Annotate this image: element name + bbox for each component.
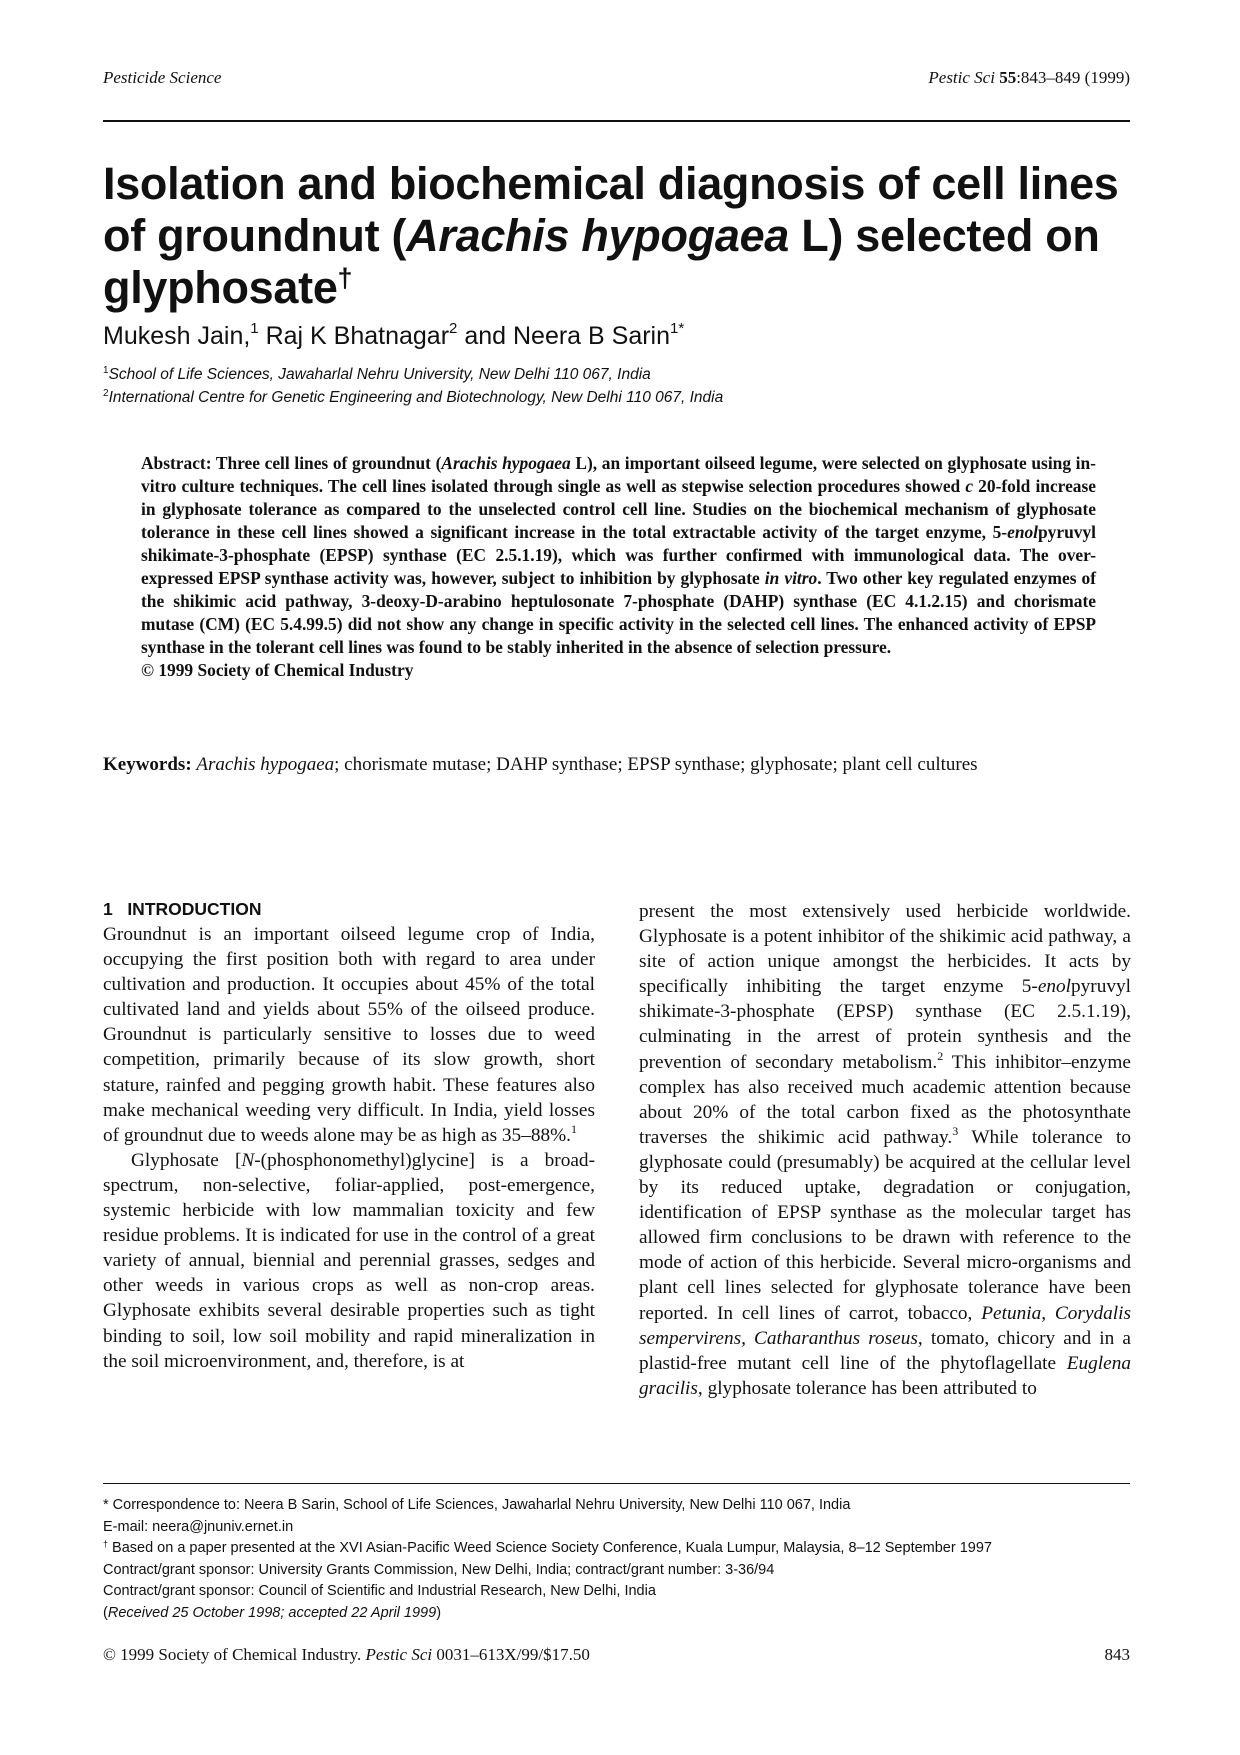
abstract-text: Abstract: Three cell lines of groundnut ( [141, 453, 442, 473]
author-name: Raj K Bhatnagar [258, 322, 450, 350]
paren: ( [103, 1604, 108, 1621]
keywords-label: Keywords: [103, 754, 192, 775]
paragraph-text: pyruvyl shikimate-3-phosphate (EPSP) synthase (EC 2.5.1.19), culminating in the arrest of protein synthesis and the prevention of secondary metabolism. [639, 976, 1131, 1073]
footnote-dagger: † [103, 1539, 109, 1549]
footer-issn: 0031–613X/99/$17.50 [432, 1645, 590, 1664]
affiliation-text: International Centre for Genetic Engineering and Biotechnology, New Delhi 110 067, India [108, 389, 724, 406]
author-affiliation-mark: 2 [449, 320, 458, 337]
paragraph [639, 899, 1131, 1401]
footnote-text: Based on a paper presented at the XVI Asian-Pacific Weed Science Society Conference, Kuala Lumpur, Malaysia, 8–12 September 1997 [108, 1540, 992, 1556]
abstract-text: 20-fold increase in glyphosate tolerance as compared to the unselected control cell line. Studies on the biochemical mechanism of glyphosate tolerance in these cell lines showed a significant increase in the total extractable activity of the target enzyme, 5- [141, 476, 1096, 542]
citation [928, 68, 1130, 88]
footnote-received [103, 1603, 1143, 1625]
paragraph-italic: enol [1037, 976, 1072, 998]
abstract [141, 452, 1096, 682]
footer-copyright-text: © 1999 Society of Chemical Industry. [103, 1645, 366, 1664]
paragraph-text: , tomato, chicory and in a plastid-free mutant cell line of the phytoflagellate [639, 1327, 1131, 1374]
author-affiliation-mark: 1* [670, 320, 685, 337]
affiliation-mark: 1 [103, 365, 109, 376]
citation-journal: Pestic Sci [928, 68, 995, 87]
header-rule [103, 120, 1130, 122]
paragraph-text: Groundnut is an important oilseed legume crop of India, occupying the first position both with regard to area under cultivation and production. It occupies about 45% of the total cultivated land and yields about 55% of the oilseed produce. Groundnut is particularly sensitive to losses due to weed competition, primarily because of its slow growth, short stature, rainfed and pegging growth habit. These features also make mechanical weeding very difficult. In India, yield losses of groundnut due to weeds alone may be as high as 35–88%. [103, 924, 595, 1146]
body-column-right [639, 899, 1131, 1401]
paragraph-italic: Petunia, Corydalis sempervirens, Catharanthus roseus [639, 1302, 1131, 1349]
keywords-text: ; chorismate mutase; DAHP synthase; EPSP synthase; glyphosate; plant cell cultures [334, 754, 978, 775]
abstract-italic: Arachis hypogaea [441, 453, 571, 473]
author-name: Mukesh Jain, [103, 322, 251, 350]
affiliation-mark: 2 [103, 388, 109, 399]
citation-volume: 55 [999, 68, 1017, 87]
journal-name: Pesticide Science [103, 68, 222, 87]
running-header [103, 68, 1130, 94]
abstract-italic: in vitro [764, 568, 818, 588]
reference-mark[interactable]: 3 [952, 1123, 959, 1138]
abstract-copyright: © 1999 Society of Chemical Industry [141, 660, 414, 680]
title-species: Arachis hypogaea [406, 210, 790, 261]
affiliation [103, 386, 1130, 409]
section-heading: 1 INTRODUCTION [103, 899, 262, 919]
footnotes [103, 1495, 1143, 1624]
page-number: 843 [1104, 1645, 1130, 1664]
reference-mark[interactable]: 2 [937, 1048, 944, 1063]
author-affiliation-mark: 1 [250, 320, 259, 337]
footnote-grant: Contract/grant sponsor: University Grants Commission, New Delhi, India; contract/grant number: 3-36/94 [103, 1561, 775, 1578]
abstract-italic: enol [1007, 522, 1039, 542]
paragraph-italic: N [241, 1149, 255, 1171]
received-dates: Received 25 October 1998; accepted 22 April 1999 [107, 1604, 437, 1621]
abstract-text: L), an important oilseed legume, were selected on glyphosate using in-vitro culture techniques. The cell lines isolated through single as well as stepwise selection procedures showed [141, 453, 1096, 496]
paragraph-text: While tolerance to glyphosate could (presumably) be acquired at the cellular level by its reduced uptake, degradation or conjugation, identification of EPSP synthase as the molecular target has allowed firm conclusions to be drawn with reference to the mode of action of this herbicide. Several micro-organisms and plant cell lines selected for glyphosate tolerance have been reported. In cell lines of carrot, tobacco, [639, 1126, 1131, 1324]
paren: ) [436, 1604, 442, 1621]
title-part1: Isolation and biochemical diagnosis of cell lines of groundnut ( [103, 158, 1119, 261]
paragraph-text: This inhibitor–enzyme complex has also received much academic attention because about 20% of the total carbon fixed as the photosynthate traverses the shikimic acid pathway. [639, 1051, 1131, 1148]
author-list [103, 322, 684, 351]
affiliations [103, 363, 1130, 409]
paragraph-text: Glyphosate [ [131, 1149, 242, 1171]
abstract-text: pyruvyl shikimate-3-phosphate (EPSP) synthase (EC 2.5.1.19), which was further confirmed with immunological data. The over-expressed EPSP synthase activity was, however, subject to inhibition by glyphosate [141, 522, 1096, 588]
paragraph-text: , glyphosate tolerance has been attributed to [697, 1377, 1037, 1399]
affiliation-text: School of Life Sciences, Jawaharlal Nehru University, New Delhi 110 067, India [108, 366, 651, 383]
title-part2: L) selected on glyphosate [103, 210, 1100, 313]
keyword-italic: Arachis hypogaea [196, 754, 335, 775]
abstract-italic: c [965, 476, 974, 496]
reference-mark[interactable]: 1 [571, 1121, 578, 1136]
affiliation [103, 363, 1130, 386]
page-footer [103, 1645, 1130, 1671]
paragraph-text: -(phosphonomethyl)glycine] is a broad-spectrum, non-selective, foliar-applied, post-emergence, systemic herbicide with low mammalian toxicity and few residue problems. It is indicated for use in the control of a great variety of annual, biennial and perennial grasses, sedges and other weeds in various crops as well as non-crop areas. Glyphosate exhibits several desirable properties such as tight binding to soil, low soil mobility and rapid mineralization in the soil microenvironment, and, therefore, is at [103, 1149, 595, 1372]
paragraph [103, 922, 595, 1148]
footer-journal: Pestic Sci [365, 1645, 433, 1664]
body-column-left [103, 897, 595, 1374]
author-name: and Neera B Sarin [457, 322, 671, 350]
paragraph-italic: Euglena gracilis [639, 1352, 1131, 1399]
footnote-based-on [103, 1538, 1143, 1560]
abstract-text: . Two other key regulated enzymes of the shikimic acid pathway, 3-deoxy-D-arabino heptulosonate 7-phosphate (DAHP) synthase (EC 4.1.2.15) and chorismate mutase (CM) (EC 5.4.99.5) did not show any change in specific activity in the selected cell lines. The enhanced activity of EPSP synthase in the tolerant cell lines was found to be stably inherited in the absence of selection pressure. [141, 568, 1097, 657]
footer-copyright [103, 1645, 590, 1665]
footnote-grant: Contract/grant sponsor: Council of Scientific and Industrial Research, New Delhi, India [103, 1583, 656, 1599]
paragraph [103, 1148, 595, 1374]
keywords [103, 752, 1130, 777]
citation-pages: :843–849 (1999) [1016, 68, 1130, 87]
article-title [103, 158, 1143, 314]
paragraph-text: present the most extensively used herbicide worldwide. Glyphosate is a potent inhibitor of the shikimic acid pathway, a site of action unique amongst the herbicides. It acts by specifically inhibiting the target enzyme 5- [639, 901, 1131, 998]
footnote-email[interactable]: E-mail: neera@jnuniv.ernet.in [103, 1518, 294, 1535]
footnote-correspondence: * Correspondence to: Neera B Sarin, School of Life Sciences, Jawaharlal Nehru University, New Delhi 110 067, India [103, 1497, 851, 1513]
title-dagger: † [337, 263, 353, 293]
footnote-rule [103, 1483, 1130, 1484]
